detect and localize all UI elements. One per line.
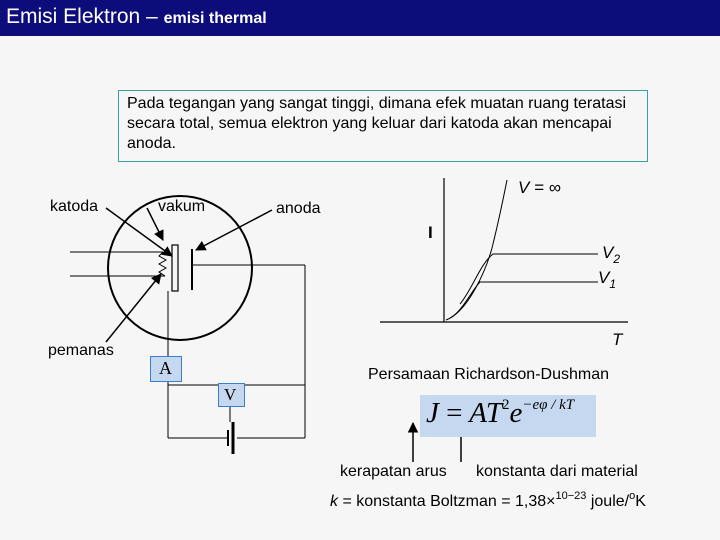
label-katoda: katoda xyxy=(50,198,99,215)
label-kerapatan: kerapatan arus xyxy=(340,463,447,480)
boltzmann-exp: 10−23 xyxy=(555,490,587,502)
boltzmann-line xyxy=(330,490,646,511)
voltmeter-label: V xyxy=(224,385,237,404)
boltzmann-degree: o xyxy=(629,490,636,502)
boltzmann-text: = konstanta Boltzman = 1,38× xyxy=(338,493,556,510)
arrow-anoda xyxy=(196,210,272,250)
formula-t-exp: 2 xyxy=(502,397,510,413)
voltmeter xyxy=(218,383,245,407)
formula-exponent: −eφ / kT xyxy=(522,397,575,413)
filament xyxy=(159,252,166,276)
formula-e: e xyxy=(509,397,523,429)
graph-label-v2 xyxy=(602,243,621,266)
graph-label-v-infinity: V = ∞ xyxy=(518,178,561,197)
curve-v1 xyxy=(450,282,598,318)
cathode xyxy=(172,245,178,291)
richardson-formula xyxy=(426,397,574,430)
equation-name: Persamaan Richardson-Dushman xyxy=(368,366,609,383)
label-anoda: anoda xyxy=(276,200,321,217)
info-text: Pada tegangan yang sangat tinggi, dimana efek muatan ruang teratasi secara total, semua elektron yang keluar dari katoda akan mencapai anoda. xyxy=(127,95,627,152)
graph-x-label: T xyxy=(612,330,623,349)
boltzmann-k: k xyxy=(330,493,338,510)
title-text: Emisi Elektron – xyxy=(6,5,158,28)
graph-y-label: I xyxy=(428,223,433,242)
v1-base: V xyxy=(598,268,610,287)
formula-j: J xyxy=(426,397,439,429)
formula-box xyxy=(420,395,596,437)
label-konstanta: konstanta dari material xyxy=(476,463,638,480)
ammeter xyxy=(150,356,182,382)
title-subtitle: emisi thermal xyxy=(163,10,267,27)
label-pemanas: pemanas xyxy=(48,342,114,359)
formula-eq: = xyxy=(446,397,463,429)
vacuum-tube xyxy=(108,196,252,340)
v2-sub: 2 xyxy=(613,252,621,266)
label-vakum: vakum xyxy=(158,198,206,215)
v1-sub: 1 xyxy=(609,277,617,291)
formula-t: T xyxy=(485,397,502,429)
v2-base: V xyxy=(602,243,614,262)
boltzmann-kelvin: K xyxy=(635,493,646,510)
graph-label-v1 xyxy=(598,268,617,291)
formula-a: A xyxy=(469,397,486,429)
curve-v-infinity xyxy=(446,180,507,320)
ammeter-label: A xyxy=(159,358,172,378)
boltzmann-unit: joule/ xyxy=(586,493,630,510)
arrow-pemanas xyxy=(106,274,161,342)
